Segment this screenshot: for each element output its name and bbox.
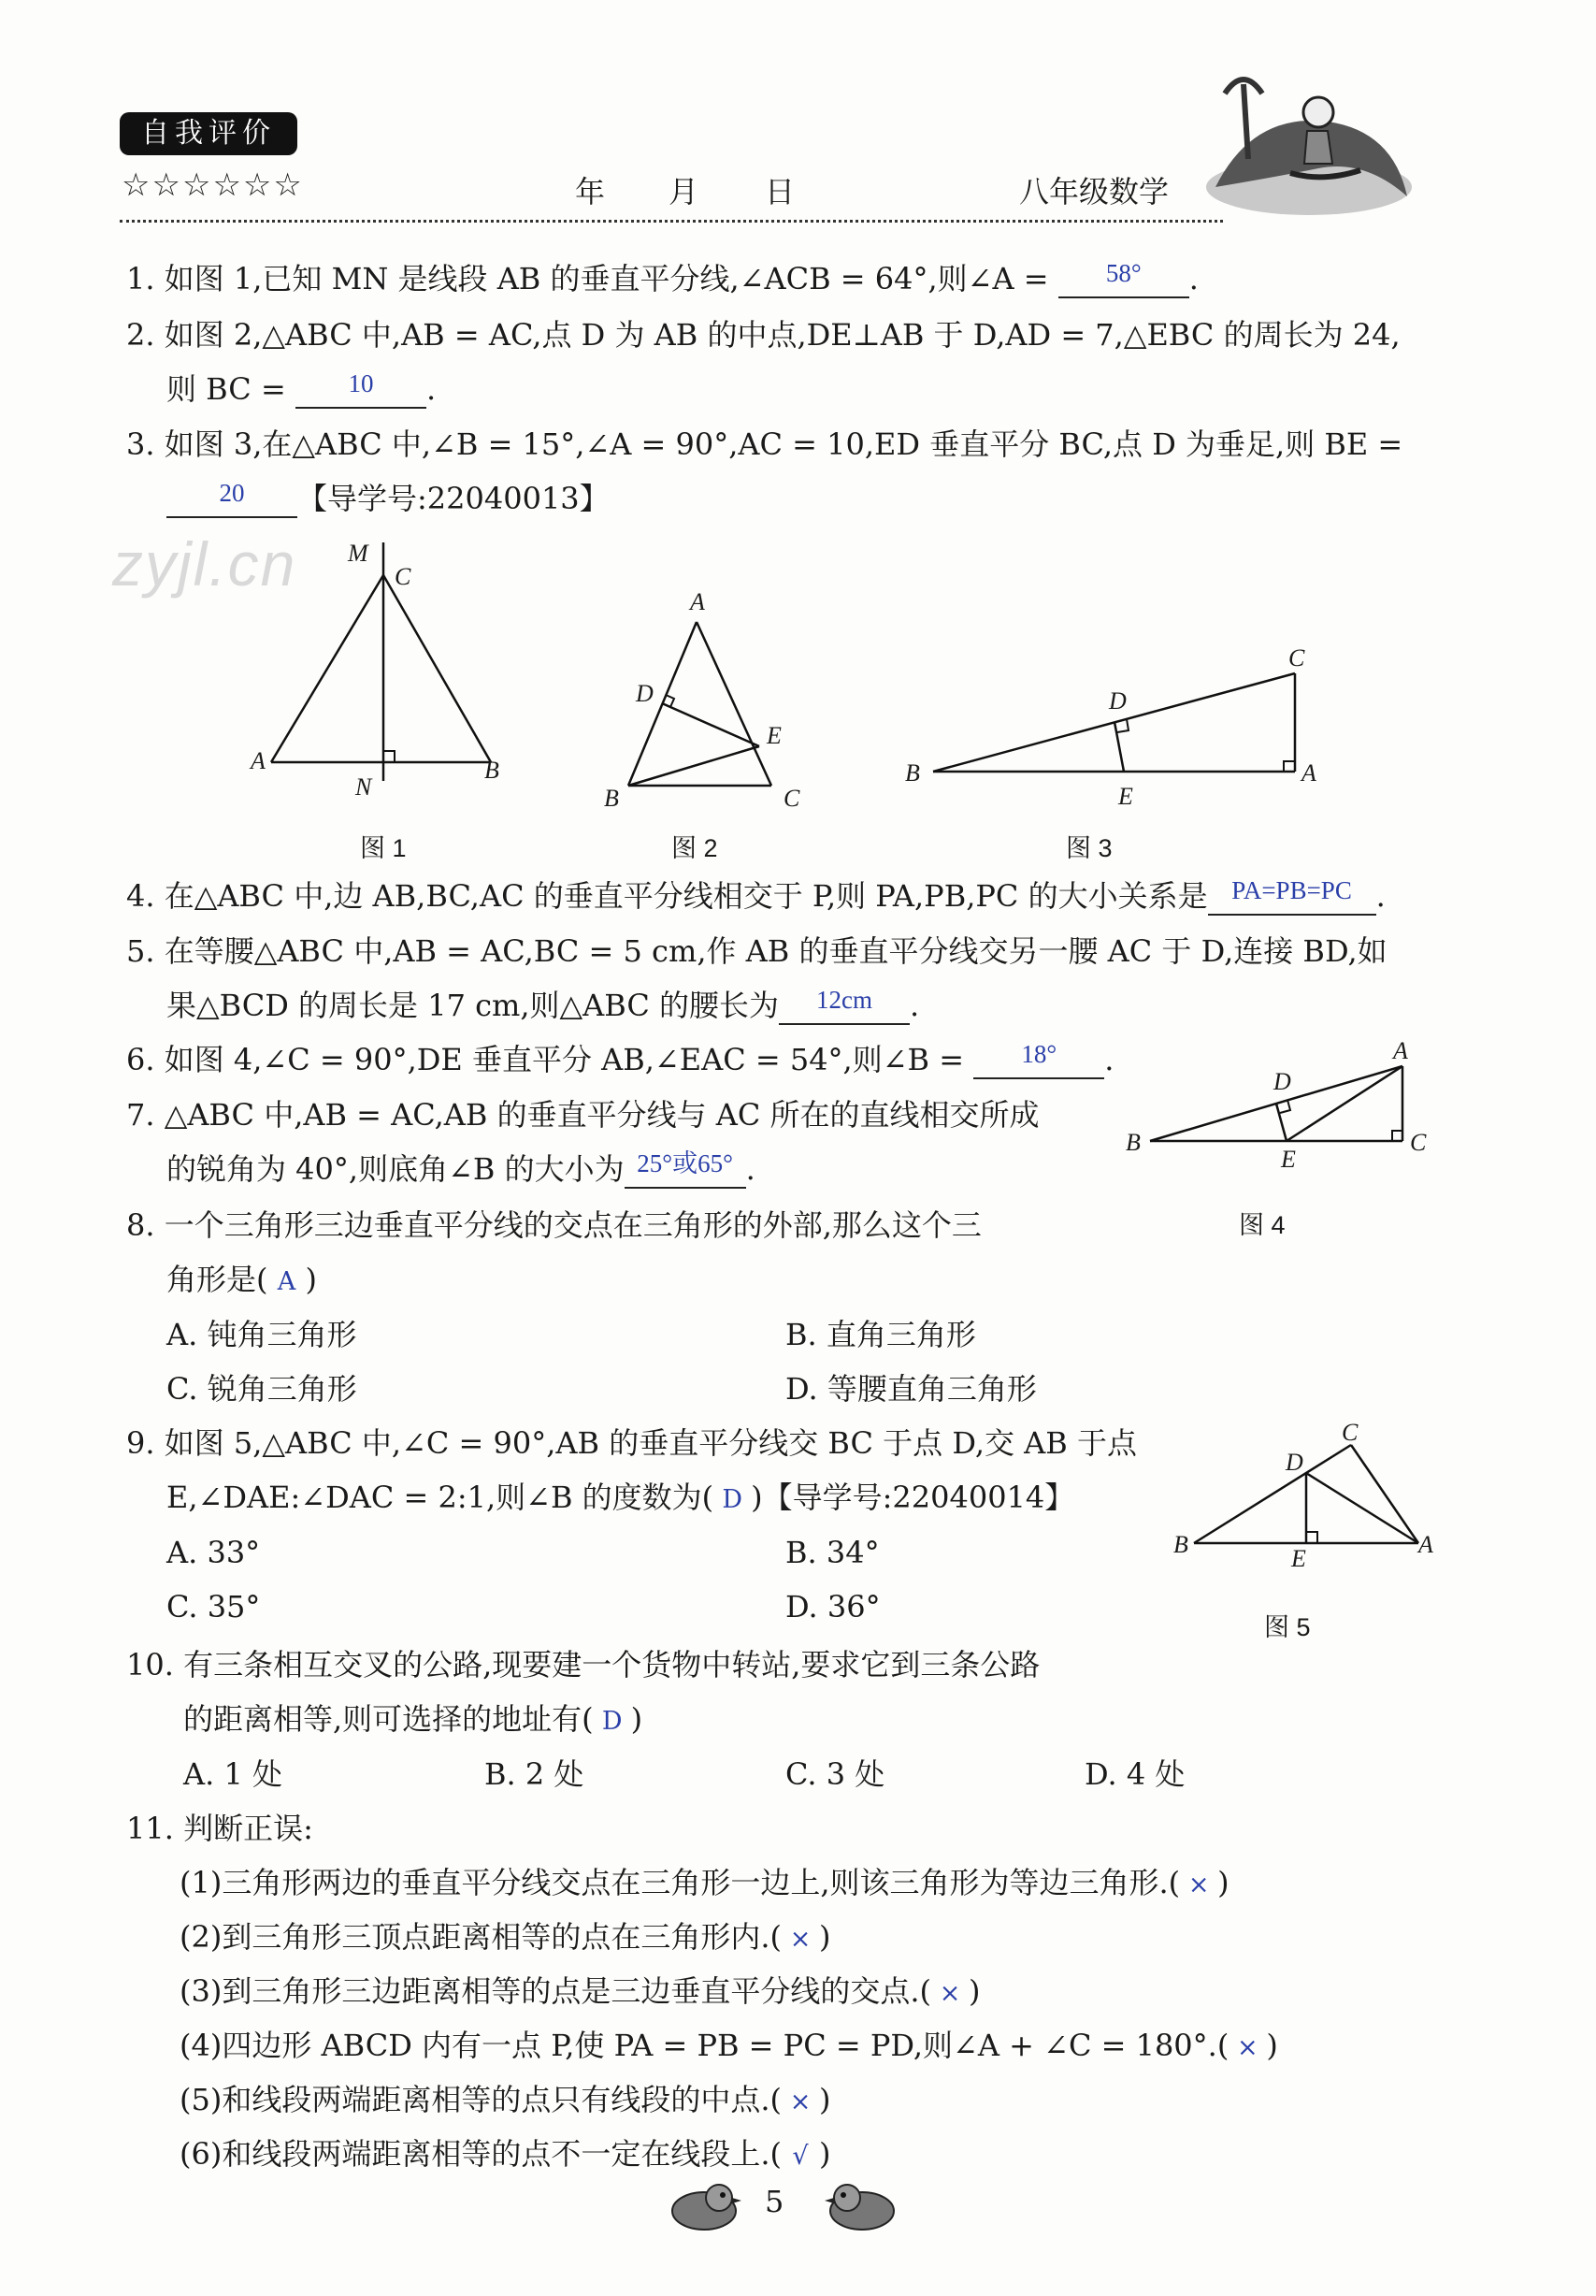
item-text: (3)到三角形三边距离相等的点是三边垂直平分线的交点.( xyxy=(180,1973,931,2009)
figure-1 xyxy=(243,533,542,804)
point-label-C: C xyxy=(1410,1129,1427,1156)
question-number: 10. xyxy=(126,1647,174,1682)
answer-value: 20 xyxy=(219,479,245,507)
question-number: 6. xyxy=(126,1042,155,1077)
question-number: 1. xyxy=(126,261,155,296)
question-text: △ABC 中,AB = AC,AB 的垂直平分线与 AC 所在的直线相交所成 xyxy=(164,1097,1040,1133)
judgement-answer[interactable]: √ xyxy=(792,2142,809,2171)
punct: . xyxy=(1188,261,1199,296)
answer-value: 25°或65° xyxy=(637,1149,733,1177)
option-b[interactable]: B. 2 处 xyxy=(484,1756,584,1792)
option-a[interactable]: A. 33° xyxy=(166,1535,261,1570)
option-a[interactable]: A. 1 处 xyxy=(183,1756,282,1792)
header-divider xyxy=(120,220,1223,223)
judgement-answer[interactable]: × xyxy=(1237,2033,1258,2062)
point-label-A: A xyxy=(1301,759,1316,787)
question-2-line2 xyxy=(166,370,436,409)
question-text: 如图 5,△ABC 中,∠C = 90°,AB 的垂直平分线交 BC 于点 D,交 AB 于点 xyxy=(164,1425,1137,1461)
page-number: 5 xyxy=(765,2184,784,2219)
judgement-answer[interactable]: × xyxy=(789,1925,812,1954)
answer-blank[interactable] xyxy=(625,1149,746,1189)
question-10-line2 xyxy=(183,1700,642,1740)
date-day-label: 日 xyxy=(765,174,796,209)
answer-value: 10 xyxy=(348,369,374,397)
subject-label: 八年级数学 xyxy=(1019,174,1170,209)
item-text: (5)和线段两端距离相等的点只有线段的中点.( xyxy=(180,2082,782,2117)
answer-value: 58° xyxy=(1105,259,1142,287)
question-number: 5. xyxy=(126,933,155,969)
option-a[interactable]: A. 钝角三角形 xyxy=(166,1317,357,1352)
point-label-A: A xyxy=(251,747,266,774)
question-3-line2 xyxy=(166,480,610,518)
point-label-E: E xyxy=(767,722,782,749)
punct: ) xyxy=(819,2082,831,2117)
point-label-B: B xyxy=(484,757,499,784)
point-label-N: N xyxy=(355,773,372,801)
answer-blank[interactable] xyxy=(1208,876,1376,916)
punct: ) xyxy=(819,1919,831,1955)
question-1 xyxy=(126,260,1199,298)
point-label-M: M xyxy=(348,540,368,567)
answer-value: 18° xyxy=(1021,1040,1057,1068)
question-number: 7. xyxy=(126,1097,155,1133)
bird-left-icon xyxy=(659,2179,743,2235)
figure-5 xyxy=(1173,1422,1445,1571)
point-label-B: B xyxy=(1173,1531,1188,1558)
question-text: 角形是( xyxy=(166,1262,268,1297)
question-9 xyxy=(126,1424,1137,1462)
question-text: 如图 3,在△ABC 中,∠B = 15°,∠A = 90°,AC = 10,ED 垂直平分 BC,点 D 为垂足,则 BE = xyxy=(164,426,1403,462)
answer-value: PA=PB=PC xyxy=(1231,876,1352,904)
self-evaluation-badge: 自我评价 xyxy=(120,112,297,155)
question-text: 则 BC = xyxy=(166,371,286,407)
figure-3 xyxy=(898,645,1337,814)
question-5-line2 xyxy=(166,987,919,1025)
point-label-A: A xyxy=(690,589,705,615)
point-label-D: D xyxy=(1273,1068,1291,1095)
punct: . xyxy=(1375,878,1386,914)
point-label-E: E xyxy=(1118,783,1133,810)
option-c[interactable]: C. 锐角三角形 xyxy=(166,1371,357,1407)
answer-blank[interactable] xyxy=(295,369,426,409)
question-text: E,∠DAE:∠DAC = 2:1,则∠B 的度数为( xyxy=(166,1480,714,1515)
point-label-A: A xyxy=(1418,1531,1433,1558)
point-label-C: C xyxy=(1288,645,1305,671)
judgement-answer[interactable]: × xyxy=(1187,1870,1210,1899)
date-year-label: 年 xyxy=(575,174,606,209)
point-label-E: E xyxy=(1281,1146,1296,1173)
judgement-item xyxy=(180,2135,830,2175)
point-label-A: A xyxy=(1393,1038,1408,1064)
question-7 xyxy=(126,1096,1040,1134)
option-d[interactable]: D. 等腰直角三角形 xyxy=(785,1371,1037,1407)
question-8-line2 xyxy=(166,1261,317,1301)
punct: . xyxy=(745,1151,755,1187)
question-9-line2 xyxy=(166,1479,1074,1519)
option-c[interactable]: C. 3 处 xyxy=(785,1756,885,1792)
question-number: 2. xyxy=(126,317,155,353)
item-text: (6)和线段两端距离相等的点不一定在线段上.( xyxy=(180,2136,782,2172)
option-d[interactable]: D. 4 处 xyxy=(1085,1756,1186,1792)
figure-3-caption: 图 3 xyxy=(1066,834,1113,862)
question-text: 果△BCD 的周长是 17 cm,则△ABC 的腰长为 xyxy=(166,988,780,1023)
rating-stars[interactable]: ☆☆☆☆☆☆ xyxy=(122,166,304,204)
reference-number: 【导学号:22040013】 xyxy=(297,481,610,516)
point-label-B: B xyxy=(604,785,619,812)
question-6 xyxy=(126,1041,1114,1079)
judgement-answer[interactable]: × xyxy=(939,1979,961,2008)
point-label-B: B xyxy=(905,759,920,787)
question-number: 8. xyxy=(126,1207,155,1243)
question-text: 如图 4,∠C = 90°,DE 垂直平分 AB,∠EAC = 54°,则∠B = xyxy=(164,1042,965,1077)
question-number: 9. xyxy=(126,1425,155,1461)
judgement-item xyxy=(180,2027,1278,2067)
question-4 xyxy=(126,877,1386,916)
question-text: 一个三角形三边垂直平分线的交点在三角形的外部,那么这个三 xyxy=(164,1207,982,1243)
punct: ) xyxy=(1266,2028,1278,2063)
question-text: 的锐角为 40°,则底角∠B 的大小为 xyxy=(166,1151,625,1187)
watermark: zyjl.cn xyxy=(112,529,297,599)
point-label-D: D xyxy=(1286,1449,1303,1476)
reference-number: )【导学号:22040014】 xyxy=(751,1480,1075,1515)
point-label-B: B xyxy=(1126,1129,1141,1156)
date-month-label: 月 xyxy=(669,174,699,209)
judgement-item xyxy=(180,1918,830,1958)
judgement-item xyxy=(180,1864,1229,1904)
answer-blank[interactable] xyxy=(779,986,910,1025)
item-text: (1)三角形两边的垂直平分线交点在三角形一边上,则该三角形为等边三角形.( xyxy=(180,1865,1181,1900)
bird-right-icon xyxy=(823,2179,907,2235)
question-text: 判断正误: xyxy=(183,1811,313,1846)
punct: ) xyxy=(1217,1865,1229,1900)
punct: . xyxy=(425,371,437,407)
question-7-line2 xyxy=(166,1150,755,1189)
surfer-illustration xyxy=(1197,56,1421,224)
question-text: 如图 1,已知 MN 是线段 AB 的垂直平分线,∠ACB = 64°,则∠A = xyxy=(164,261,1049,296)
punct: . xyxy=(910,988,920,1023)
choice-answer[interactable]: D xyxy=(722,1485,742,1514)
figure-2-caption: 图 2 xyxy=(671,834,718,862)
answer-blank[interactable] xyxy=(973,1040,1104,1079)
question-number: 3. xyxy=(126,426,155,462)
judgement-item xyxy=(180,1972,980,2013)
question-text: 有三条相互交叉的公路,现要建一个货物中转站,要求它到三条公路 xyxy=(183,1647,1041,1682)
question-5 xyxy=(126,932,1388,970)
punct: . xyxy=(1104,1042,1114,1077)
judgement-item xyxy=(180,2081,830,2121)
question-3 xyxy=(126,426,1402,463)
question-number: 11. xyxy=(126,1811,174,1846)
question-text: 在△ABC 中,边 AB,BC,AC 的垂直平分线相交于 P,则 PA,PB,PC 的大小关系是 xyxy=(164,878,1208,914)
choice-answer[interactable]: A xyxy=(277,1267,296,1296)
figure-4-caption: 图 4 xyxy=(1239,1211,1286,1239)
punct: ) xyxy=(630,1701,643,1737)
question-11 xyxy=(126,1810,313,1847)
point-label-C: C xyxy=(784,785,800,812)
question-text: 在等腰△ABC 中,AB = AC,BC = 5 cm,作 AB 的垂直平分线交另一腰 AC 于 D,连接 BD,如 xyxy=(164,933,1388,969)
figure-2 xyxy=(598,589,823,814)
punct: ) xyxy=(305,1262,317,1297)
figure-4 xyxy=(1122,1038,1449,1178)
option-b[interactable]: B. 34° xyxy=(785,1535,880,1570)
point-label-C: C xyxy=(1342,1422,1359,1446)
item-text: (4)四边形 ABCD 内有一点 P,使 PA = PB = PC = PD,则∠A + ∠C = 180°.( xyxy=(180,2028,1229,2063)
option-c[interactable]: C. 35° xyxy=(166,1589,261,1625)
item-text: (2)到三角形三顶点距离相等的点在三角形内.( xyxy=(180,1919,782,1955)
point-label-D: D xyxy=(636,680,654,707)
figure-1-caption: 图 1 xyxy=(360,834,407,862)
question-10 xyxy=(126,1646,1040,1683)
point-label-E: E xyxy=(1291,1545,1306,1571)
answer-blank[interactable] xyxy=(166,479,297,518)
option-d[interactable]: D. 36° xyxy=(785,1589,881,1625)
question-8 xyxy=(126,1206,982,1244)
answer-blank[interactable] xyxy=(1058,259,1189,298)
question-text: 如图 2,△ABC 中,AB = AC,点 D 为 AB 的中点,DE⊥AB 于 D,AD = 7,△EBC 的周长为 24, xyxy=(164,317,1401,353)
punct: ) xyxy=(969,1973,981,2009)
judgement-answer[interactable]: × xyxy=(789,2087,812,2116)
question-number: 4. xyxy=(126,878,155,914)
point-label-D: D xyxy=(1109,687,1127,715)
question-2 xyxy=(126,316,1401,354)
option-b[interactable]: B. 直角三角形 xyxy=(785,1317,976,1352)
choice-answer[interactable]: D xyxy=(601,1707,623,1736)
punct: ) xyxy=(819,2136,831,2172)
figure-5-caption: 图 5 xyxy=(1264,1613,1311,1641)
question-text: 的距离相等,则可选择的地址有( xyxy=(183,1701,594,1737)
point-label-C: C xyxy=(395,563,411,590)
answer-value: 12cm xyxy=(816,986,873,1014)
